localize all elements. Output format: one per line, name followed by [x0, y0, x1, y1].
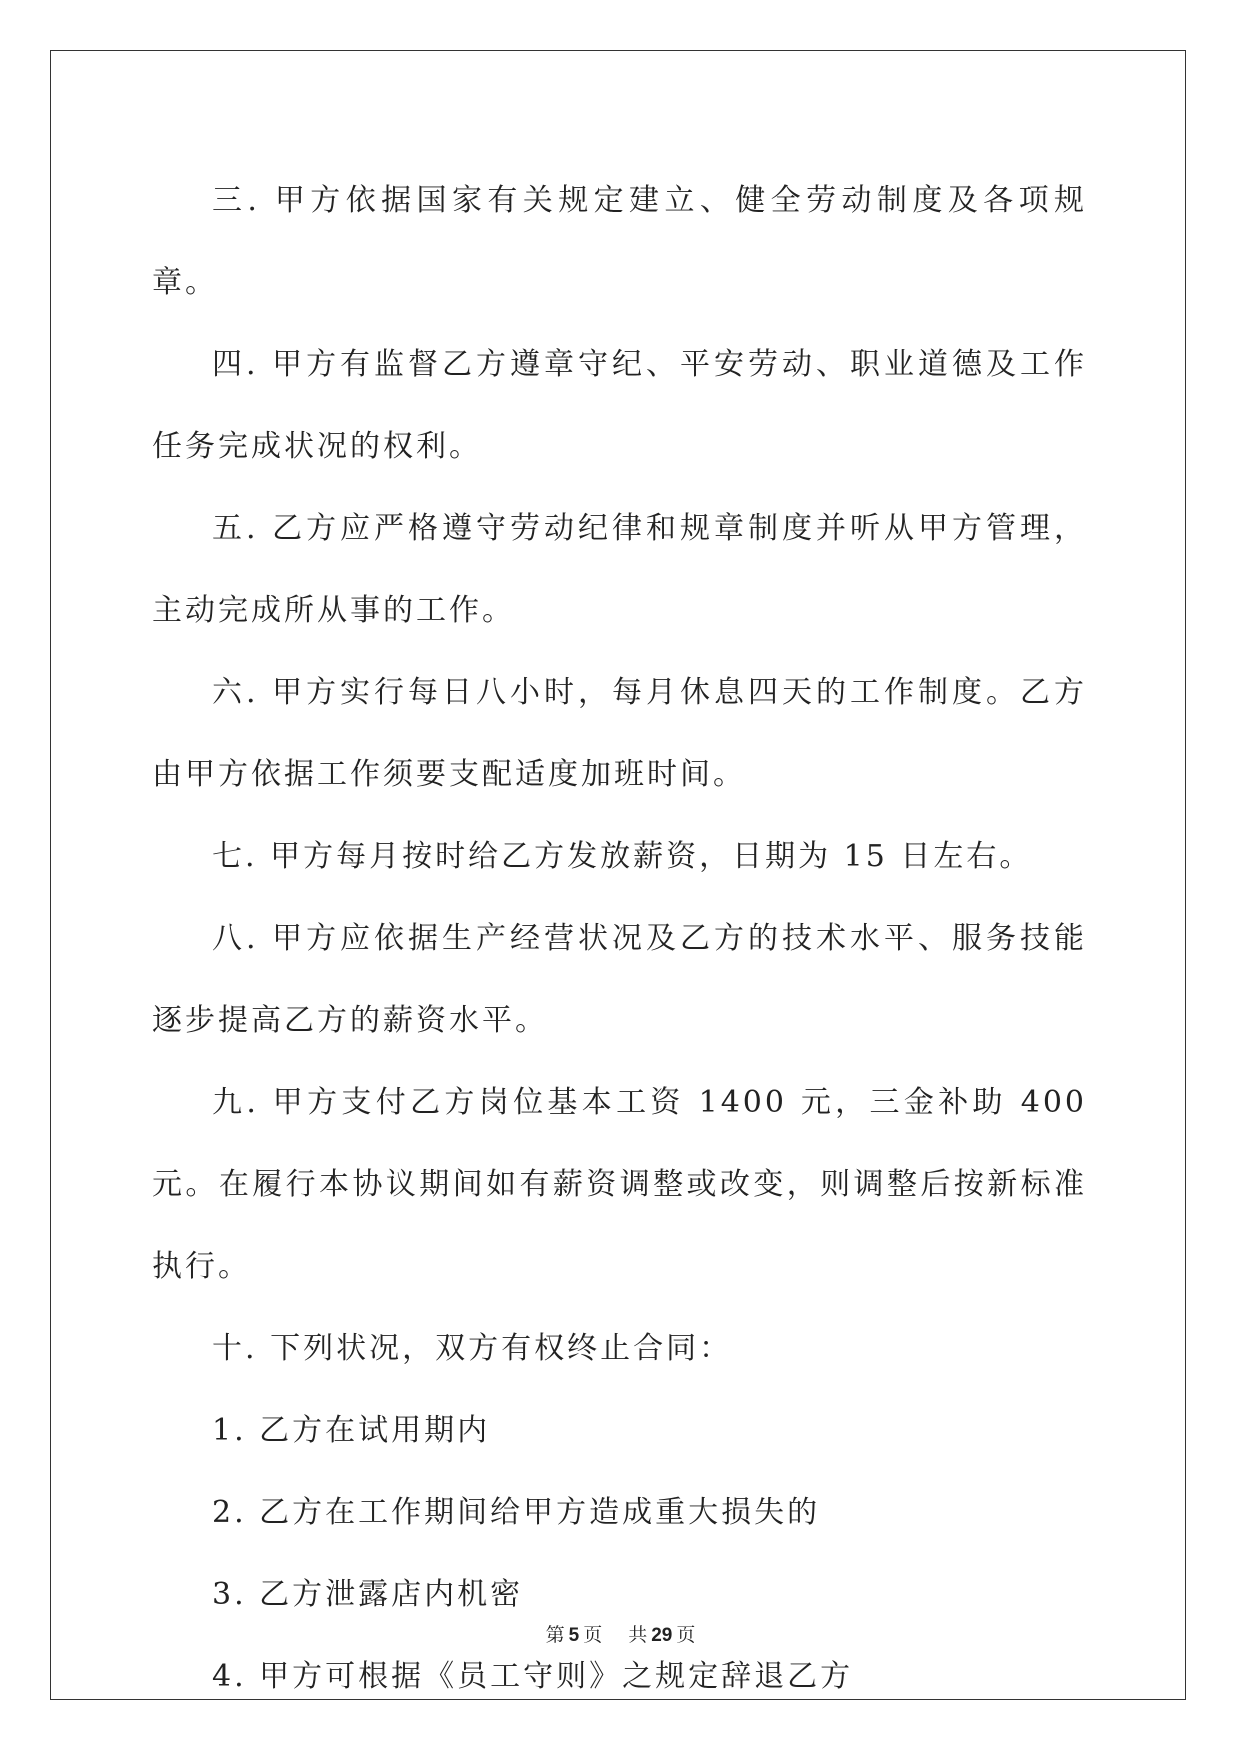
total-prefix: 共 [628, 1624, 648, 1646]
paragraph-5: 五. 乙方应严格遵守劳动纪律和规章制度并听从甲方管理，主动完成所从事的工作。 [152, 511, 1087, 628]
paragraph-8: 八. 甲方应依据生产经营状况及乙方的技术水平、服务技能逐步提高乙方的薪资水平。 [152, 921, 1087, 1038]
paragraph-4: 四. 甲方有监督乙方遵章守纪、平安劳动、职业道德及工作任务完成状况的权利。 [152, 347, 1087, 464]
page-prefix: 第 [545, 1624, 565, 1646]
page-current-number: 5 [568, 1625, 580, 1646]
paragraph-9: 九. 甲方支付乙方岗位基本工资 1400 元，三金补助 400 元。在履行本协议期间如有薪资调整或改变，则调整后按新标准执行。 [152, 1085, 1087, 1284]
page-footer [0, 1620, 1241, 1647]
list-item-1: 1. 乙方在试用期内 [212, 1413, 491, 1448]
page-suffix: 页 [583, 1624, 603, 1646]
paragraph-7: 七. 甲方每月按时给乙方发放薪资，日期为 15 日左右。 [212, 839, 1033, 874]
list-item-3: 3. 乙方泄露店内机密 [212, 1577, 524, 1612]
list-item-4: 4. 甲方可根据《员工守则》之规定辞退乙方 [212, 1659, 854, 1694]
page-total-number: 29 [651, 1625, 673, 1646]
paragraph-10: 十. 下列状况，双方有权终止合同： [212, 1331, 733, 1366]
paragraph-3: 三. 甲方依据国家有关规定建立、健全劳动制度及各项规章。 [152, 183, 1087, 300]
total-suffix: 页 [676, 1624, 696, 1646]
document-body [152, 160, 1087, 1718]
list-item-2: 2. 乙方在工作期间给甲方造成重大损失的 [212, 1495, 821, 1530]
paragraph-6: 六. 甲方实行每日八小时，每月休息四天的工作制度。乙方由甲方依据工作须要支配适度加班时间。 [152, 675, 1087, 792]
